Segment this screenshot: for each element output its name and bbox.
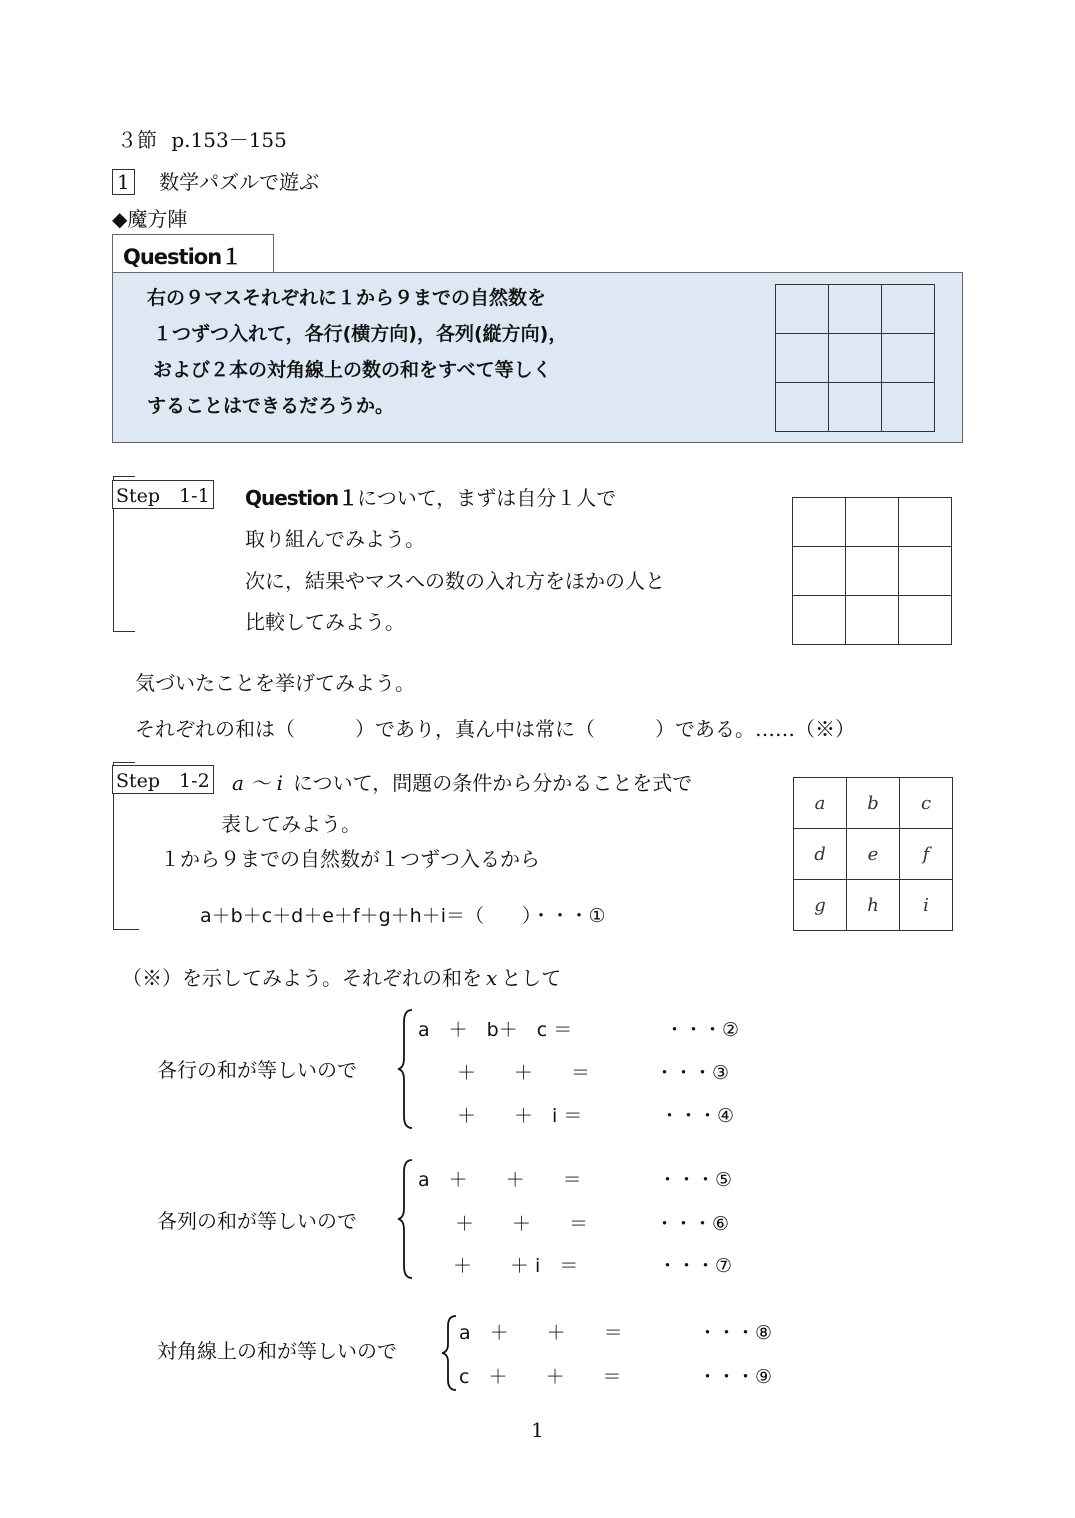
show-variable: x [486, 966, 498, 990]
sum-equation: a＋b＋c＋d＋e＋f＋g＋h＋i＝（ ）・・・① [200, 905, 606, 927]
step1-line: 次に，結果やマスへの数の入れ方をほかの人と [245, 569, 665, 593]
step2-bracket-top [113, 762, 135, 763]
step1-line [245, 482, 616, 511]
cols-eq: ＋ ＋ ＝ [455, 1213, 589, 1235]
grid-cell[interactable] [829, 285, 882, 334]
step2-line [232, 767, 692, 796]
grid-cell[interactable] [776, 383, 829, 432]
grid-cell-a: a [794, 778, 847, 829]
grid-cell-g: g [794, 880, 847, 931]
topic-title: 数学パズルで遊ぶ [159, 170, 320, 194]
show-suffix: として [501, 966, 562, 990]
question-line: 右の９マスそれぞれに１から９までの自然数を [147, 287, 547, 309]
grid-cell[interactable] [793, 547, 846, 596]
grid-cell-e: e [847, 829, 900, 880]
rows-brace [396, 1008, 416, 1130]
show-line [122, 962, 561, 991]
magic-square-grid [775, 284, 935, 432]
rows-eq-tag: ・・・③ [655, 1062, 730, 1084]
step2-range: a ～ i [232, 771, 284, 795]
grid-cell[interactable] [882, 285, 935, 334]
step1-grid [792, 497, 952, 645]
topic-heading [112, 166, 319, 195]
grid-cell[interactable] [846, 547, 899, 596]
topic-number: 1 [112, 169, 135, 195]
rows-eq: ＋ ＋ ＝ [457, 1062, 591, 1084]
question-box [112, 272, 963, 443]
grid-cell-c: c [900, 778, 953, 829]
grid-cell[interactable] [829, 334, 882, 383]
grid-cell[interactable] [776, 285, 829, 334]
question-line: １つずつ入れて，各行(横方向)，各列(縦方向)， [153, 323, 568, 345]
grid-cell-f: f [900, 829, 953, 880]
step2-line-text: について，問題の条件から分かることを式で [293, 771, 693, 795]
cols-eq: a ＋ ＋ ＝ [418, 1169, 582, 1191]
rows-eq: a ＋ b＋ c ＝ [418, 1019, 573, 1041]
grid-cell[interactable] [793, 498, 846, 547]
grid-cell-i: i [900, 880, 953, 931]
cols-eq-tag: ・・・⑥ [655, 1213, 730, 1235]
show-prefix: （※）を示してみよう。それぞれの和を [122, 966, 482, 990]
question-tab-label: Question１ [123, 245, 242, 269]
grid-cell-h: h [847, 880, 900, 931]
cols-eq-tag: ・・・⑦ [658, 1255, 733, 1277]
diag-brace [440, 1314, 460, 1392]
grid-cell[interactable] [846, 498, 899, 547]
cols-eq: ＋ ＋ i ＝ [453, 1255, 579, 1277]
rows-eq-tag: ・・・④ [660, 1105, 735, 1127]
diag-eq: a ＋ ＋ ＝ [459, 1322, 623, 1344]
grid-cell[interactable] [882, 383, 935, 432]
diag-eq: c ＋ ＋ ＝ [459, 1366, 622, 1388]
rows-eq: ＋ ＋ i ＝ [457, 1105, 583, 1127]
diag-eq-tag: ・・・⑨ [698, 1366, 773, 1388]
step1-label: Step 1-1 [112, 480, 214, 509]
question-tab [112, 234, 274, 272]
rows-eq-tag: ・・・② [665, 1019, 740, 1041]
step2-label: Step 1-2 [112, 765, 214, 794]
step1-line: 取り組んでみよう。 [245, 527, 425, 551]
page-range: p.153－155 [171, 128, 287, 152]
notice-line: それぞれの和は（ ）であり，真ん中は常に（ ）である。……（※） [135, 717, 855, 741]
step1-bracket-top [113, 476, 135, 477]
question-line: することはできるだろうか。 [147, 395, 395, 417]
notice-line: 気づいたことを挙げてみよう。 [135, 671, 415, 695]
question-line: および２本の対角線上の数の和をすべて等しく [153, 359, 552, 381]
grid-cell-b: b [847, 778, 900, 829]
grid-cell[interactable] [882, 334, 935, 383]
grid-cell[interactable] [793, 596, 846, 645]
grid-cell[interactable] [829, 383, 882, 432]
step1-line: 比較してみよう。 [245, 610, 405, 634]
diag-group-label: 対角線上の和が等しいので [157, 1339, 397, 1363]
grid-cell-d: d [794, 829, 847, 880]
grid-cell[interactable] [899, 498, 952, 547]
grid-cell[interactable] [846, 596, 899, 645]
cols-group-label: 各列の和が等しいので [157, 1209, 357, 1233]
section-label: ３節 [117, 128, 157, 152]
cols-brace [396, 1158, 416, 1280]
grid-cell[interactable] [899, 547, 952, 596]
page-number: 1 [531, 1418, 544, 1442]
step1-bracket-bottom [113, 631, 135, 632]
variable-grid [793, 777, 953, 931]
step2-bracket-bottom [113, 929, 139, 930]
step1-line-text: について，まずは自分１人で [357, 486, 617, 510]
diag-eq-tag: ・・・⑧ [698, 1322, 773, 1344]
step1-question-ref: Question１ [245, 486, 358, 510]
grid-cell[interactable] [776, 334, 829, 383]
rows-group-label: 各行の和が等しいので [157, 1058, 357, 1082]
grid-cell[interactable] [899, 596, 952, 645]
section-header [117, 124, 287, 153]
step2-line: 表してみよう。 [221, 812, 361, 836]
step2-line: １から９までの自然数が１つずつ入るから [160, 847, 540, 871]
subtopic-heading: ◆魔方陣 [112, 207, 188, 231]
cols-eq-tag: ・・・⑤ [658, 1169, 733, 1191]
